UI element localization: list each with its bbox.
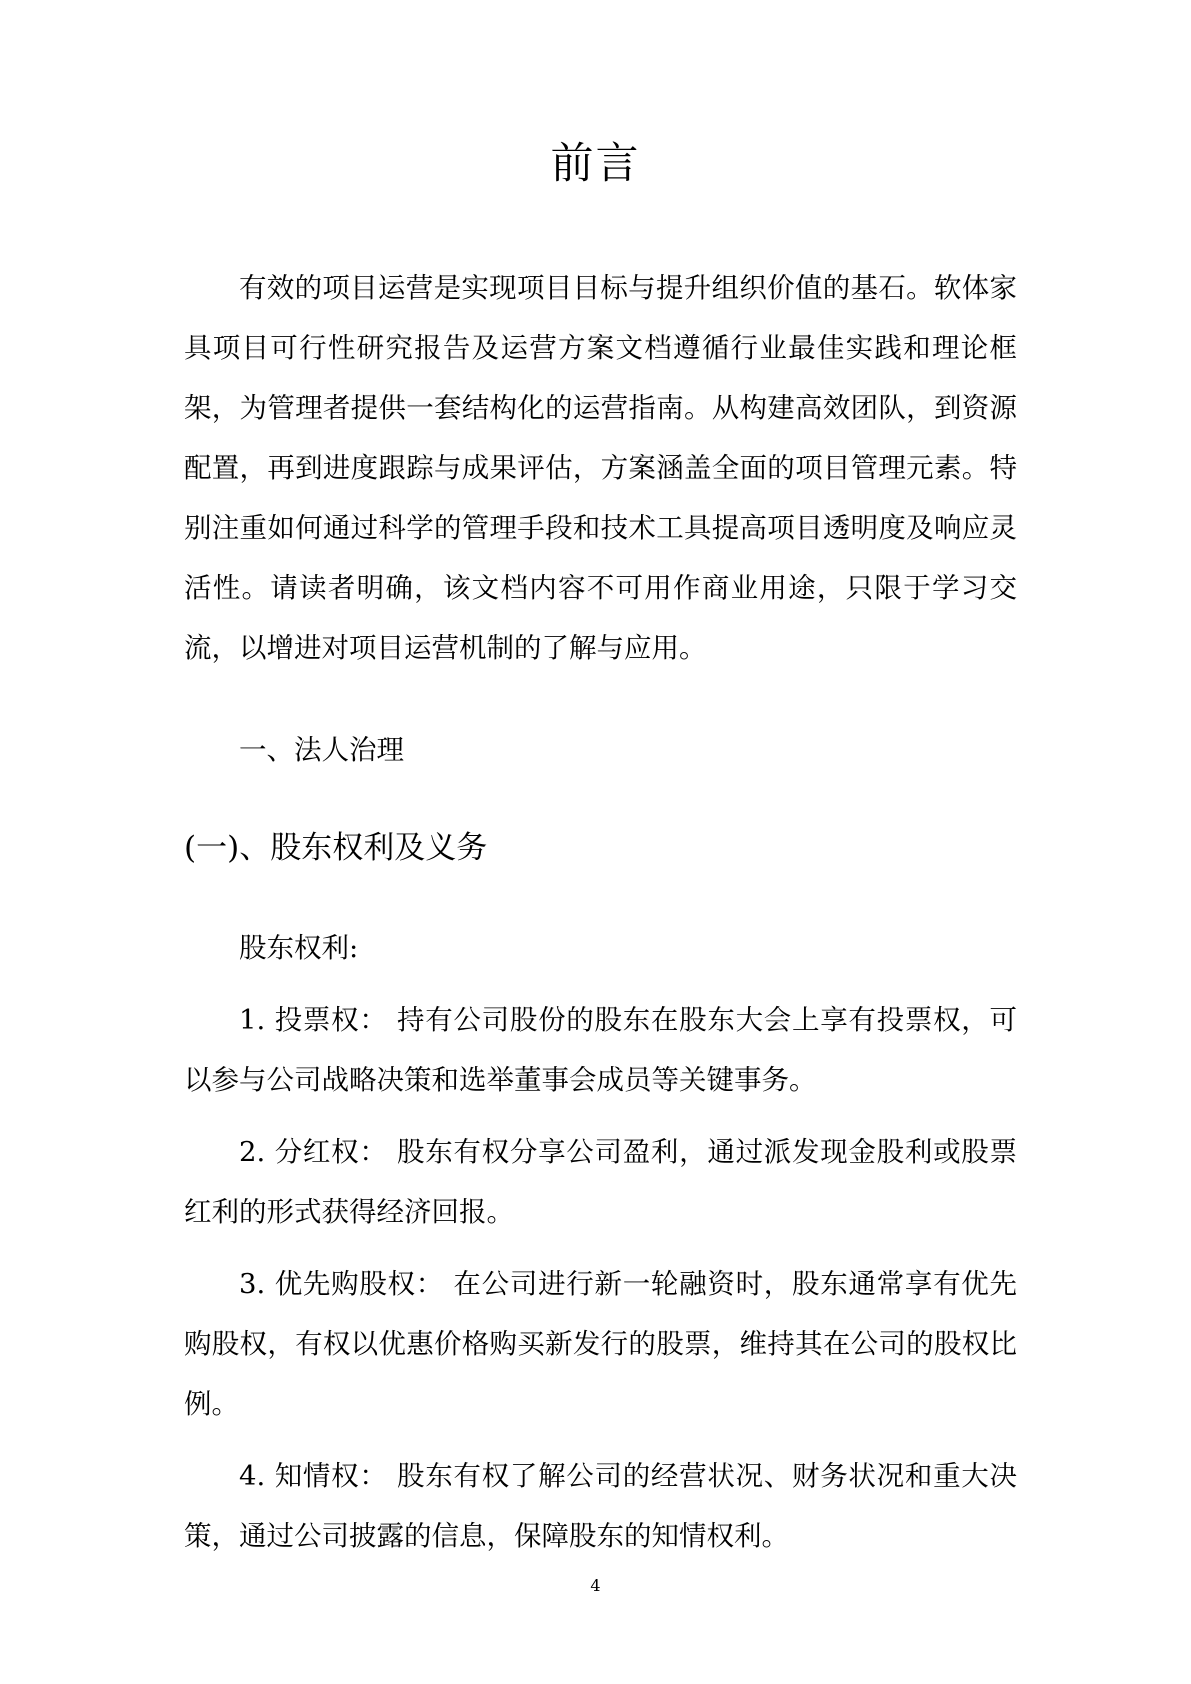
page-title: 前言 (550, 139, 641, 189)
document-body (184, 258, 1017, 1578)
list-item-information-right: 4. 知情权： 股东有权了解公司的经营状况、财务状况和重大决策，通过公司披露的信息，保障股东的知情权利。 (184, 1460, 1017, 1552)
intro-paragraph: 有效的项目运营是实现项目目标与提升组织价值的基石。软体家具项目可行性研究报告及运营方案文档遵循行业最佳实践和理论框架，为管理者提供一套结构化的运营指南。从构建高效团队，到资源配置，再到进度跟踪与成果评估，方案涵盖全面的项目管理元素。特别注重如何通过科学的管理手段和技术工具提高项目透明度及响应灵活性。请读者明确，该文档内容不可用作商业用途，只限于学习交流，以增进对项目运营机制的了解与应用。 (184, 272, 1017, 664)
list-item-dividend-right: 2. 分红权： 股东有权分享公司盈利，通过派发现金股利或股票红利的形式获得经济回报。 (184, 1136, 1017, 1228)
rights-label: 股东权利: (239, 932, 359, 964)
page-number: 4 (590, 1576, 601, 1595)
list-item-preemptive-right: 3. 优先购股权： 在公司进行新一轮融资时，股东通常享有优先购股权，有权以优惠价格购买新发行的股票，维持其在公司的股权比例。 (184, 1268, 1017, 1420)
section-heading: 一、法人治理 (239, 734, 404, 766)
list-item-voting-right: 1. 投票权： 持有公司股份的股东在股东大会上享有投票权，可以参与公司战略决策和选举董事会成员等关键事务。 (184, 1004, 1017, 1096)
subsection-heading: (一)、股东权利及义务 (184, 830, 488, 866)
